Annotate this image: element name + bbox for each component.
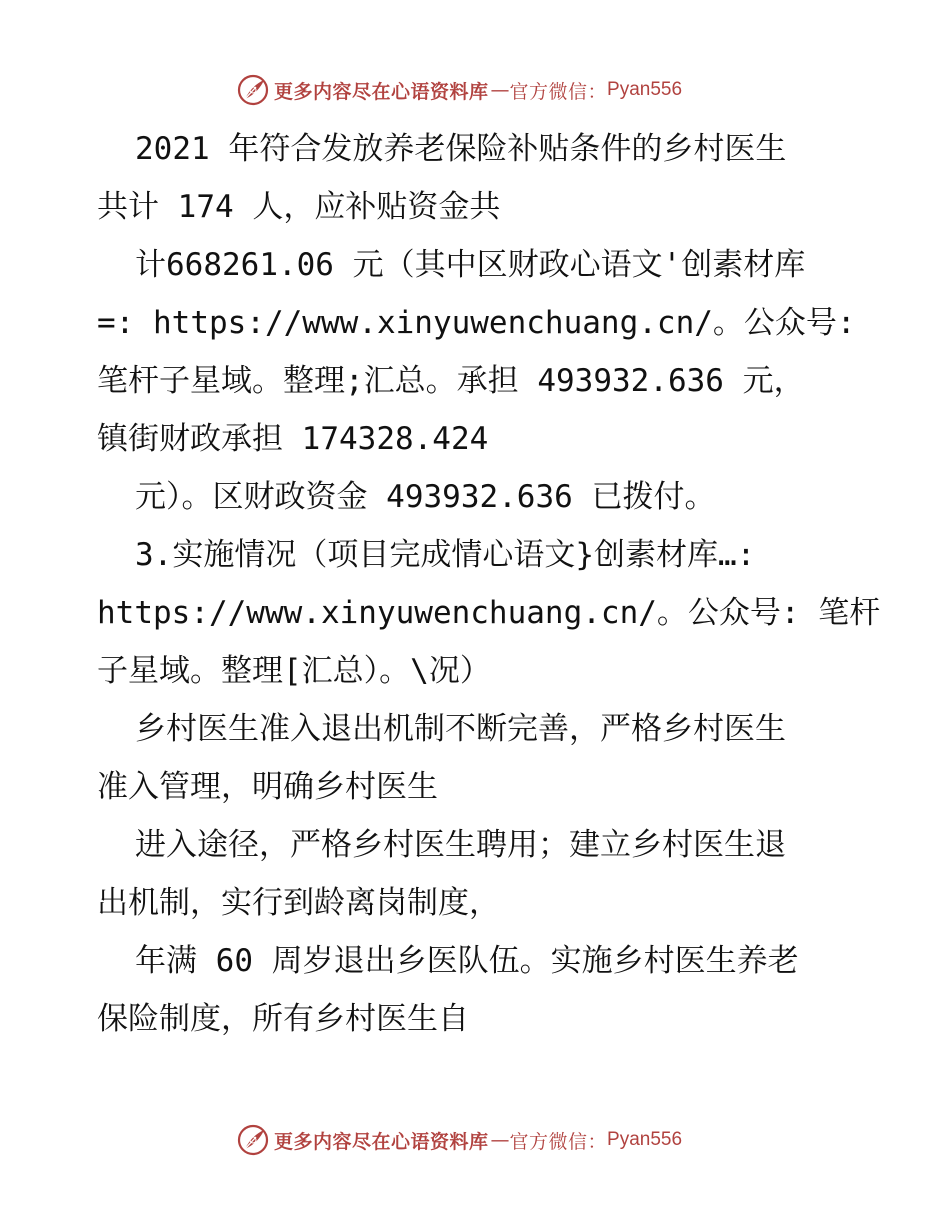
watermark-separator: — xyxy=(490,79,510,101)
feather-pen-logo-icon xyxy=(236,1123,270,1157)
footer-watermark xyxy=(236,1122,682,1158)
text-line: 计668261.06 元（其中区财政心语文'创素材库 xyxy=(135,247,806,283)
text-line: 乡村医生准入退出机制不断完善，严格乡村医生 xyxy=(135,711,786,747)
text-line: 子星域。整理[汇总）。\况） xyxy=(97,653,491,689)
feather-pen-logo-icon xyxy=(236,73,270,107)
text-line: =: https://www.xinyuwenchuang.cn/。公众号: xyxy=(97,305,856,341)
text-line: 2021 年符合发放养老保险补贴条件的乡村医生 xyxy=(135,131,787,167)
watermark-official-label: 官方微信： xyxy=(509,80,608,103)
document-body xyxy=(97,120,881,1048)
text-line: 进入途径，严格乡村医生聘用；建立乡村医生退 xyxy=(135,827,786,863)
watermark-official-label: 官方微信： xyxy=(509,1130,608,1153)
text-line: 笔杆子星域。整理;汇总。承担 493932.636 元， xyxy=(97,363,805,399)
section-heading: 3.实施情况（项目完成情心语文}创素材库…: xyxy=(135,537,756,573)
text-line: 镇街财政承担 174328.424 xyxy=(97,421,489,457)
text-line: 准入管理，明确乡村医生 xyxy=(97,769,438,805)
watermark-text: 更多内容尽在心语资料库 xyxy=(274,80,489,103)
watermark-wechat-id: Pyan556 xyxy=(607,1129,683,1150)
text-line: 元）。区财政资金 493932.636 已拨付。 xyxy=(135,479,716,515)
text-line: 共计 174 人，应补贴资金共 xyxy=(97,189,501,225)
watermark-separator: — xyxy=(490,1129,510,1151)
text-line: 出机制，实行到龄离岗制度， xyxy=(97,885,500,921)
text-line: 年满 60 周岁退出乡医队伍。实施乡村医生养老 xyxy=(135,943,799,979)
text-line: https://www.xinyuwenchuang.cn/。公众号: 笔杆 xyxy=(97,595,881,631)
text-line: 保险制度，所有乡村医生自 xyxy=(97,1001,469,1037)
watermark-wechat-id: Pyan556 xyxy=(607,79,683,100)
header-watermark xyxy=(236,72,682,108)
watermark-text: 更多内容尽在心语资料库 xyxy=(274,1130,489,1153)
